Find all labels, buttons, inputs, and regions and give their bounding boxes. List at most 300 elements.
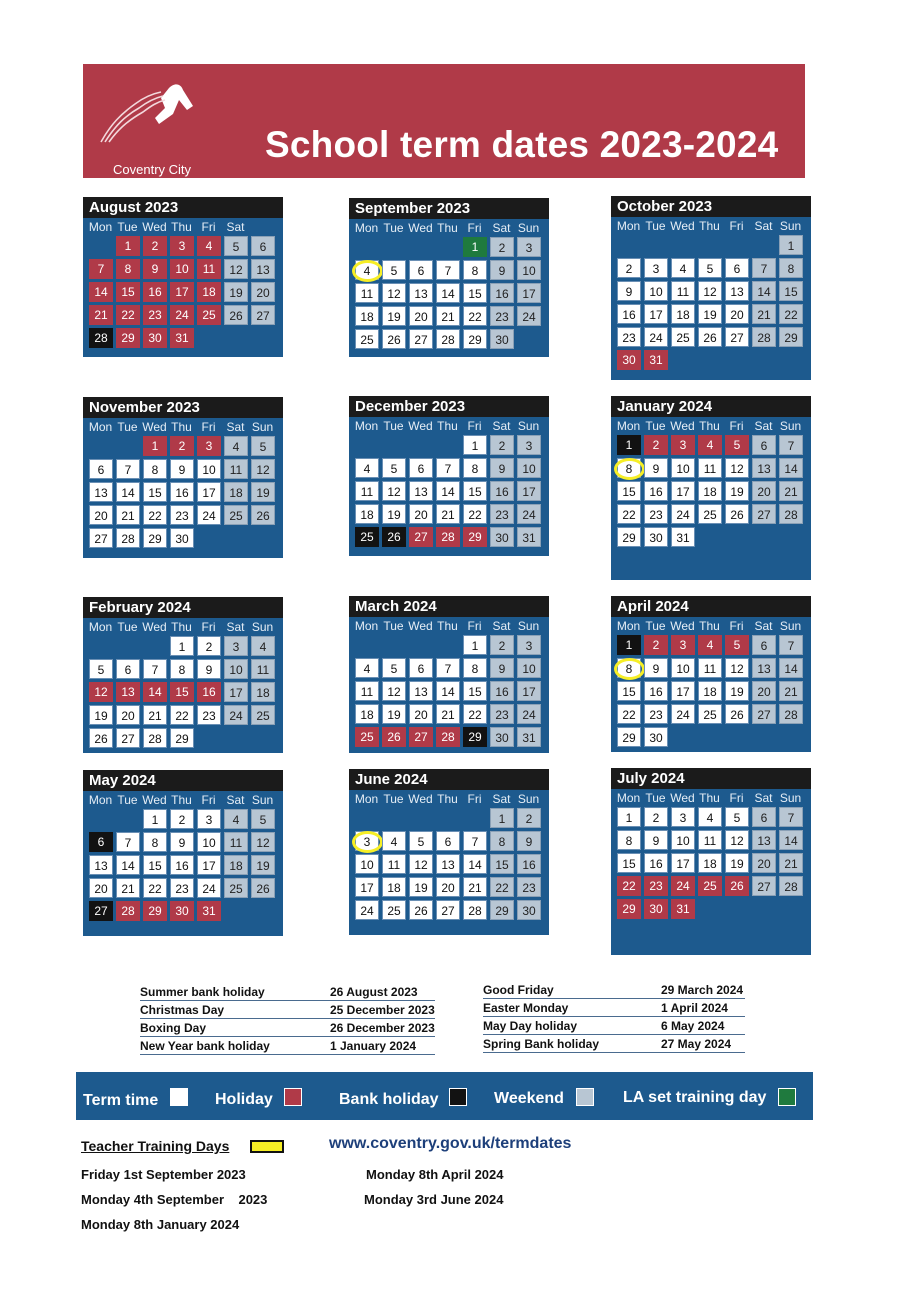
calendar-day: 8	[116, 259, 140, 279]
legend-holiday-label: Holiday	[215, 1091, 273, 1108]
calendar-day: 5	[382, 260, 406, 280]
calendar-day: 5	[251, 436, 275, 456]
weekday-label: Fri	[201, 793, 216, 807]
calendar-day: 27	[725, 327, 749, 347]
calendar-day: 4	[698, 435, 722, 455]
calendar-day: 12	[382, 681, 406, 701]
weekday-label: Sat	[492, 792, 511, 806]
calendar-day: 11	[698, 830, 722, 850]
calendar-day: 5	[409, 831, 433, 851]
calendar-day: 10	[170, 259, 194, 279]
calendar-day: 15	[463, 283, 487, 303]
calendar-day: 12	[251, 459, 275, 479]
calendar-day: 10	[671, 658, 695, 678]
calendar-day: 13	[436, 854, 460, 874]
calendar-day: 19	[725, 853, 749, 873]
calendar-day: 9	[644, 658, 668, 678]
calendar-day: 3	[671, 807, 695, 827]
calendar-day: 17	[671, 853, 695, 873]
weekday-header	[83, 618, 283, 636]
weekday-label: Thu	[699, 791, 720, 805]
calendar-day: 18	[698, 853, 722, 873]
calendar-day: 14	[779, 658, 803, 678]
bank-holiday-name: Spring Bank holiday	[483, 1037, 600, 1051]
weekday-header	[83, 418, 283, 436]
weekday-label: Thu	[699, 219, 720, 233]
calendar-day: 14	[89, 282, 113, 302]
weekday-label: Wed	[142, 420, 167, 434]
weekday-label: Tue	[645, 419, 666, 433]
weekday-label: Fri	[729, 219, 744, 233]
calendar-day: 15	[463, 681, 487, 701]
weekday-label: Thu	[171, 220, 192, 234]
calendar-day: 24	[224, 705, 248, 725]
month-title: August 2023	[83, 197, 283, 218]
calendar-day: 18	[382, 877, 406, 897]
weekday-label: Sat	[754, 219, 773, 233]
calendar-day: 4	[382, 831, 406, 851]
calendar-day: 6	[409, 658, 433, 678]
calendar-day: 8	[490, 831, 514, 851]
calendar-day: 7	[436, 458, 460, 478]
bank-holiday-name: Good Friday	[483, 983, 554, 997]
calendar-day: 21	[752, 304, 776, 324]
weekday-label: Wed	[142, 793, 167, 807]
calendar-day: 6	[409, 458, 433, 478]
calendar-day: 12	[251, 832, 275, 852]
weekday-label: Sat	[226, 793, 245, 807]
calendar-day: 21	[436, 704, 460, 724]
training-day: Monday 8th April 2024	[366, 1167, 504, 1182]
legend-holiday-swatch	[284, 1088, 302, 1106]
calendar-day: 21	[779, 853, 803, 873]
bank-holiday-name: May Day holiday	[483, 1019, 578, 1033]
legend-term-label: Term time	[83, 1092, 159, 1109]
calendar-day: 18	[698, 681, 722, 701]
weekday-label: Fri	[467, 619, 482, 633]
weekday-header	[611, 217, 811, 235]
calendar-day: 24	[170, 305, 194, 325]
calendar-day: 22	[617, 876, 641, 896]
calendar-day: 30	[143, 328, 167, 348]
calendar-day: 6	[251, 236, 275, 256]
calendar-day: 6	[752, 807, 776, 827]
calendar-day: 14	[752, 281, 776, 301]
weekday-label: Sat	[754, 419, 773, 433]
calendar-day: 22	[463, 306, 487, 326]
bank-holiday-date: 26 August 2023	[330, 985, 418, 999]
calendar-day: 9	[617, 281, 641, 301]
weekday-label: Wed	[408, 619, 433, 633]
calendar-day: 19	[725, 481, 749, 501]
weekday-label: Tue	[645, 619, 666, 633]
calendar-day: 16	[490, 481, 514, 501]
calendar-day: 15	[463, 481, 487, 501]
weekday-label: Thu	[171, 620, 192, 634]
calendar-day: 13	[89, 482, 113, 502]
council-logo	[97, 80, 237, 192]
bank-holiday-date: 1 January 2024	[330, 1039, 417, 1053]
calendar-day: 24	[671, 704, 695, 724]
calendar-day: 14	[779, 830, 803, 850]
calendar-day: 23	[644, 704, 668, 724]
calendar-day: 20	[89, 878, 113, 898]
calendar-day: 10	[197, 459, 221, 479]
weekday-label: Wed	[408, 221, 433, 235]
calendar-day: 1	[463, 635, 487, 655]
calendar-day: 31	[671, 527, 695, 547]
calendar-day: 31	[517, 527, 541, 547]
month-calendar	[611, 196, 811, 380]
calendar-day: 2	[644, 807, 668, 827]
teacher-training-marker	[614, 458, 645, 480]
legend-training-label: LA set training day	[623, 1089, 767, 1106]
calendar-day: 13	[725, 281, 749, 301]
calendar-day: 9	[143, 259, 167, 279]
calendar-day: 26	[251, 878, 275, 898]
calendar-day: 23	[170, 878, 194, 898]
calendar-day: 12	[382, 481, 406, 501]
calendar-day: 3	[644, 258, 668, 278]
weekday-label: Sat	[226, 620, 245, 634]
calendar-day: 28	[89, 328, 113, 348]
weekday-label: Tue	[117, 793, 138, 807]
calendar-day: 21	[779, 481, 803, 501]
calendar-day: 7	[143, 659, 167, 679]
page-title: School term dates 2023-2024	[265, 124, 779, 165]
calendar-day: 29	[490, 900, 514, 920]
teacher-training-swatch	[250, 1140, 284, 1153]
calendar-day: 14	[436, 283, 460, 303]
calendar-day: 29	[116, 328, 140, 348]
training-day: Monday 8th January 2024	[81, 1217, 240, 1232]
bank-holiday-row	[140, 1001, 435, 1019]
month-title: February 2024	[83, 597, 283, 618]
calendar-day: 15	[143, 482, 167, 502]
calendar-day: 30	[170, 528, 194, 548]
calendar-day: 12	[725, 458, 749, 478]
calendar-day: 2	[617, 258, 641, 278]
calendar-day: 4	[698, 635, 722, 655]
calendar-day: 1	[463, 435, 487, 455]
calendar-day: 7	[436, 260, 460, 280]
calendar-day: 23	[490, 306, 514, 326]
calendar-day: 26	[382, 527, 406, 547]
calendar-day: 6	[436, 831, 460, 851]
calendar-day: 5	[382, 458, 406, 478]
calendar-day: 18	[197, 282, 221, 302]
weekday-label: Sun	[517, 221, 540, 235]
weekday-label: Tue	[383, 221, 404, 235]
calendar-day: 9	[490, 260, 514, 280]
calendar-day: 25	[698, 704, 722, 724]
calendar-day: 31	[644, 350, 668, 370]
calendar-day: 30	[644, 727, 668, 747]
calendar-day: 27	[752, 876, 776, 896]
calendar-day: 7	[463, 831, 487, 851]
bank-holiday-date: 1 April 2024	[661, 1001, 728, 1015]
weekday-label: Fri	[201, 420, 216, 434]
calendar-day: 1	[779, 235, 803, 255]
calendar-day: 6	[89, 459, 113, 479]
month-title: October 2023	[611, 196, 811, 217]
calendar-day: 11	[355, 681, 379, 701]
calendar-day: 20	[436, 877, 460, 897]
calendar-day: 29	[463, 329, 487, 349]
calendar-day: 17	[517, 283, 541, 303]
weekday-label: Wed	[408, 792, 433, 806]
calendar-day: 29	[463, 527, 487, 547]
weekday-label: Tue	[117, 420, 138, 434]
council-name: Coventry City Council	[113, 162, 192, 192]
calendar-day: 22	[617, 704, 641, 724]
weekday-label: Tue	[383, 419, 404, 433]
calendar-day: 18	[355, 306, 379, 326]
weekday-label: Sat	[492, 419, 511, 433]
calendar-day: 3	[170, 236, 194, 256]
calendar-day: 23	[617, 327, 641, 347]
calendar-day: 29	[170, 728, 194, 748]
calendar-day: 29	[143, 528, 167, 548]
calendar-day: 27	[251, 305, 275, 325]
calendar-day: 7	[752, 258, 776, 278]
calendar-day: 3	[224, 636, 248, 656]
legend-term-swatch	[170, 1088, 188, 1106]
calendar-day: 2	[490, 435, 514, 455]
weekday-label: Sun	[517, 792, 540, 806]
calendar-day: 14	[143, 682, 167, 702]
calendar-day: 20	[725, 304, 749, 324]
calendar-day: 23	[490, 504, 514, 524]
calendar-day: 13	[409, 283, 433, 303]
calendar-day: 18	[698, 481, 722, 501]
calendar-day: 25	[355, 329, 379, 349]
weekday-label: Sat	[754, 619, 773, 633]
calendar-day: 9	[517, 831, 541, 851]
calendar-day: 23	[644, 504, 668, 524]
weekday-label: Sun	[251, 620, 274, 634]
calendar-day: 1	[617, 807, 641, 827]
calendar-day: 2	[490, 237, 514, 257]
calendar-day: 15	[617, 481, 641, 501]
calendar-day: 28	[436, 527, 460, 547]
calendar-day: 5	[725, 435, 749, 455]
weekday-label: Tue	[117, 620, 138, 634]
calendar-day: 11	[698, 658, 722, 678]
calendar-day: 21	[436, 306, 460, 326]
calendar-day: 15	[779, 281, 803, 301]
bank-holiday-row	[483, 999, 745, 1017]
weekday-header	[349, 219, 549, 237]
bank-holiday-name: Boxing Day	[140, 1021, 207, 1035]
weekday-label: Mon	[354, 792, 379, 806]
calendar-day: 26	[89, 728, 113, 748]
calendar-day: 16	[490, 283, 514, 303]
calendar-day: 15	[170, 682, 194, 702]
calendar-day: 4	[197, 236, 221, 256]
calendar-day: 19	[382, 704, 406, 724]
calendar-day: 5	[251, 809, 275, 829]
calendar-day: 16	[617, 304, 641, 324]
calendar-day: 11	[224, 459, 248, 479]
calendar-day: 11	[671, 281, 695, 301]
calendar-day: 3	[671, 635, 695, 655]
calendar-day: 29	[779, 327, 803, 347]
calendar-day: 23	[517, 877, 541, 897]
calendar-day: 10	[671, 458, 695, 478]
weekday-label: Wed	[408, 419, 433, 433]
bank-holiday-name: New Year bank holiday	[140, 1039, 270, 1053]
calendar-day: 2	[517, 808, 541, 828]
calendar-day: 24	[671, 504, 695, 524]
month-title: September 2023	[349, 198, 549, 219]
calendar-day: 23	[170, 505, 194, 525]
month-title: May 2024	[83, 770, 283, 791]
calendar-day: 22	[779, 304, 803, 324]
calendar-day: 4	[698, 807, 722, 827]
training-day: Friday 1st September 2023	[81, 1167, 246, 1182]
calendar-day: 29	[617, 727, 641, 747]
calendar-day: 2	[170, 809, 194, 829]
calendar-day: 16	[644, 681, 668, 701]
weekday-label: Tue	[117, 220, 138, 234]
calendar-day: 20	[89, 505, 113, 525]
month-calendar	[611, 596, 811, 752]
calendar-day: 23	[490, 704, 514, 724]
calendar-day: 17	[517, 481, 541, 501]
calendar-day: 20	[251, 282, 275, 302]
calendar-day: 2	[197, 636, 221, 656]
calendar-day: 24	[517, 704, 541, 724]
calendar-day: 24	[517, 504, 541, 524]
calendar-day: 1	[143, 809, 167, 829]
calendar-day: 10	[517, 658, 541, 678]
calendar-day: 25	[698, 504, 722, 524]
calendar-day: 30	[517, 900, 541, 920]
calendar-day: 25	[224, 878, 248, 898]
calendar-day: 1	[170, 636, 194, 656]
calendar-day: 8	[463, 260, 487, 280]
calendar-day: 10	[224, 659, 248, 679]
calendar-day: 26	[382, 329, 406, 349]
calendar-day: 11	[224, 832, 248, 852]
calendar-day: 3	[517, 435, 541, 455]
calendar-day: 6	[725, 258, 749, 278]
bank-holiday-date: 27 May 2024	[661, 1037, 732, 1051]
weekday-label: Thu	[699, 419, 720, 433]
calendar-day: 31	[170, 328, 194, 348]
calendar-day: 23	[197, 705, 221, 725]
weekday-header	[83, 218, 283, 236]
month-title: March 2024	[349, 596, 549, 617]
calendar-day: 21	[143, 705, 167, 725]
calendar-day: 7	[779, 807, 803, 827]
calendar-day: 24	[644, 327, 668, 347]
legend-bank-label: Bank holiday	[339, 1091, 439, 1108]
calendar-day: 29	[617, 899, 641, 919]
bank-holidays-right	[483, 981, 745, 1053]
weekday-header	[83, 791, 283, 809]
calendar-day: 17	[355, 877, 379, 897]
header-banner	[83, 64, 805, 192]
calendar-day: 4	[671, 258, 695, 278]
calendar-day: 17	[197, 855, 221, 875]
calendar-day: 10	[644, 281, 668, 301]
calendar-day: 9	[170, 459, 194, 479]
website-link[interactable]: www.coventry.gov.uk/termdates	[329, 1135, 572, 1152]
weekday-header	[349, 417, 549, 435]
training-day: Monday 3rd June 2024	[364, 1192, 504, 1207]
calendar-day: 27	[409, 329, 433, 349]
calendar-day: 15	[617, 853, 641, 873]
calendar-day: 6	[752, 635, 776, 655]
calendar-day: 22	[617, 504, 641, 524]
calendar-day: 20	[409, 504, 433, 524]
calendar-day: 21	[436, 504, 460, 524]
calendar-day: 22	[170, 705, 194, 725]
calendar-day: 19	[224, 282, 248, 302]
calendar-day: 30	[490, 727, 514, 747]
calendar-day: 15	[143, 855, 167, 875]
calendar-day: 8	[617, 830, 641, 850]
weekday-label: Mon	[616, 219, 641, 233]
calendar-day: 19	[251, 482, 275, 502]
calendar-day: 28	[779, 504, 803, 524]
weekday-label: Sat	[492, 619, 511, 633]
calendar-day: 8	[143, 832, 167, 852]
bank-holidays-left	[140, 983, 435, 1055]
weekday-label: Fri	[729, 419, 744, 433]
calendar-day: 16	[170, 482, 194, 502]
calendar-day: 16	[197, 682, 221, 702]
bank-holiday-row	[483, 1035, 745, 1053]
calendar-day: 6	[116, 659, 140, 679]
calendar-day: 26	[725, 876, 749, 896]
calendar-day: 20	[409, 704, 433, 724]
bank-holiday-date: 25 December 2023	[330, 1003, 435, 1017]
calendar-day: 2	[170, 436, 194, 456]
month-calendar	[83, 397, 283, 558]
calendar-day: 21	[463, 877, 487, 897]
calendar-day: 2	[490, 635, 514, 655]
calendar-day: 18	[251, 682, 275, 702]
calendar-day: 2	[644, 635, 668, 655]
legend-weekend-swatch	[576, 1088, 594, 1106]
weekday-label: Mon	[88, 420, 113, 434]
weekday-header	[349, 617, 549, 635]
calendar-day: 18	[224, 855, 248, 875]
calendar-day: 30	[490, 527, 514, 547]
month-title: November 2023	[83, 397, 283, 418]
calendar-day: 19	[382, 306, 406, 326]
calendar-day: 4	[355, 658, 379, 678]
calendar-day: 11	[251, 659, 275, 679]
calendar-day: 28	[116, 901, 140, 921]
calendar-day: 15	[490, 854, 514, 874]
calendar-day: 26	[251, 505, 275, 525]
month-calendar	[611, 768, 811, 955]
calendar-day: 3	[517, 237, 541, 257]
bank-holiday-row	[483, 981, 745, 999]
calendar-day: 3	[671, 435, 695, 455]
calendar-day: 4	[251, 636, 275, 656]
bank-holiday-date: 6 May 2024	[661, 1019, 725, 1033]
calendar-day: 5	[725, 635, 749, 655]
calendar-day: 8	[617, 458, 641, 478]
calendar-day: 5	[224, 236, 248, 256]
calendar-day: 26	[409, 900, 433, 920]
calendar-day: 10	[517, 260, 541, 280]
